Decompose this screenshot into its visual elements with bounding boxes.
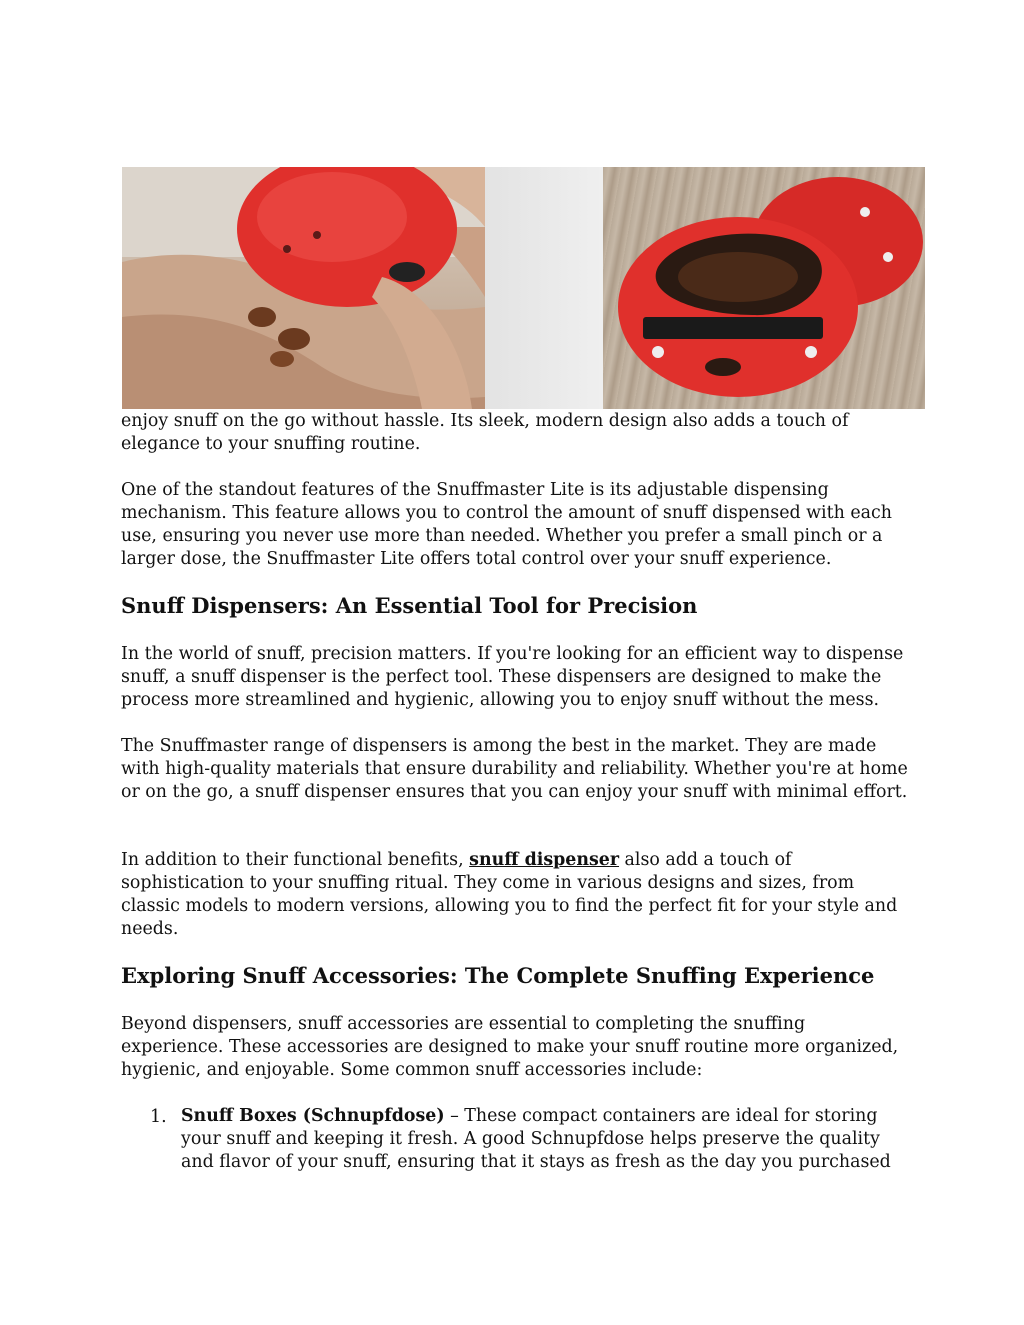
photo-hand-with-dispenser — [122, 167, 485, 409]
list-item-text: – These compact containers are ideal for storing your snuff and keeping it fresh. A good Schnupfdose helps preserve the quality and flavor of your snuff, ensuring that it stays as fresh as the day you purchased — [181, 1106, 891, 1172]
photo-divider — [485, 167, 603, 409]
list-item-number: 1. — [150, 1107, 167, 1127]
paragraph-text-after-link: also add a touch of sophistication to your snuffing ritual. They come in various designs and sizes, from classic models to modern versions, allowing you to find the perfect fit for your style and needs. — [121, 850, 898, 939]
heading-snuff-accessories: Exploring Snuff Accessories: The Complete Snuffing Experience — [121, 963, 875, 988]
snuff-dispenser-link[interactable]: snuff dispenser — [469, 850, 620, 870]
product-photo — [122, 167, 925, 409]
paragraph-snuffmaster-range: The Snuffmaster range of dispensers is among the best in the market. They are made with high-quality materials that ensure durability and reliability. Whether you're at home or on the go, a snuff dispenser ensures that you can enjoy your snuff with minimal effort. — [121, 736, 908, 802]
photo-open-dispenser — [603, 167, 925, 409]
heading-snuff-dispensers: Snuff Dispensers: An Essential Tool for Precision — [121, 593, 698, 618]
open-dispenser-illustration — [603, 167, 925, 409]
hand-dispenser-illustration — [122, 167, 485, 409]
paragraph-beyond-dispensers: Beyond dispensers, snuff accessories are essential to completing the snuffing experience. These accessories are designed to make your snuff routine more organized, hygienic, and enjoyable. Some common snuff accessories include: — [121, 1014, 899, 1080]
paragraph-adjustable-mechanism: One of the standout features of the Snuffmaster Lite is its adjustable dispensing mechanism. This feature allows you to control the amount of snuff dispensed with each use, ensuring you never use more than needed. Whether you prefer a small pinch or a larger dose, the Snuffmaster Lite offers total control over your snuff experience. — [121, 480, 892, 569]
list-item-title: Snuff Boxes (Schnupfdose) — [181, 1106, 445, 1126]
list-item — [181, 1105, 911, 1174]
paragraph-snuffmaster-intro: enjoy snuff on the go without hassle. Its sleek, modern design also adds a touch of elegance to your snuffing routine. — [121, 411, 849, 454]
paragraph-functional-benefits — [121, 849, 911, 941]
paragraph-text-before-link: In addition to their functional benefits, — [121, 850, 470, 870]
paragraph-precision: In the world of snuff, precision matters. If you're looking for an efficient way to dispense snuff, a snuff dispenser is the perfect tool. These dispensers are designed to make the process more streamlined and hygienic, allowing you to enjoy snuff without the mess. — [121, 644, 904, 710]
